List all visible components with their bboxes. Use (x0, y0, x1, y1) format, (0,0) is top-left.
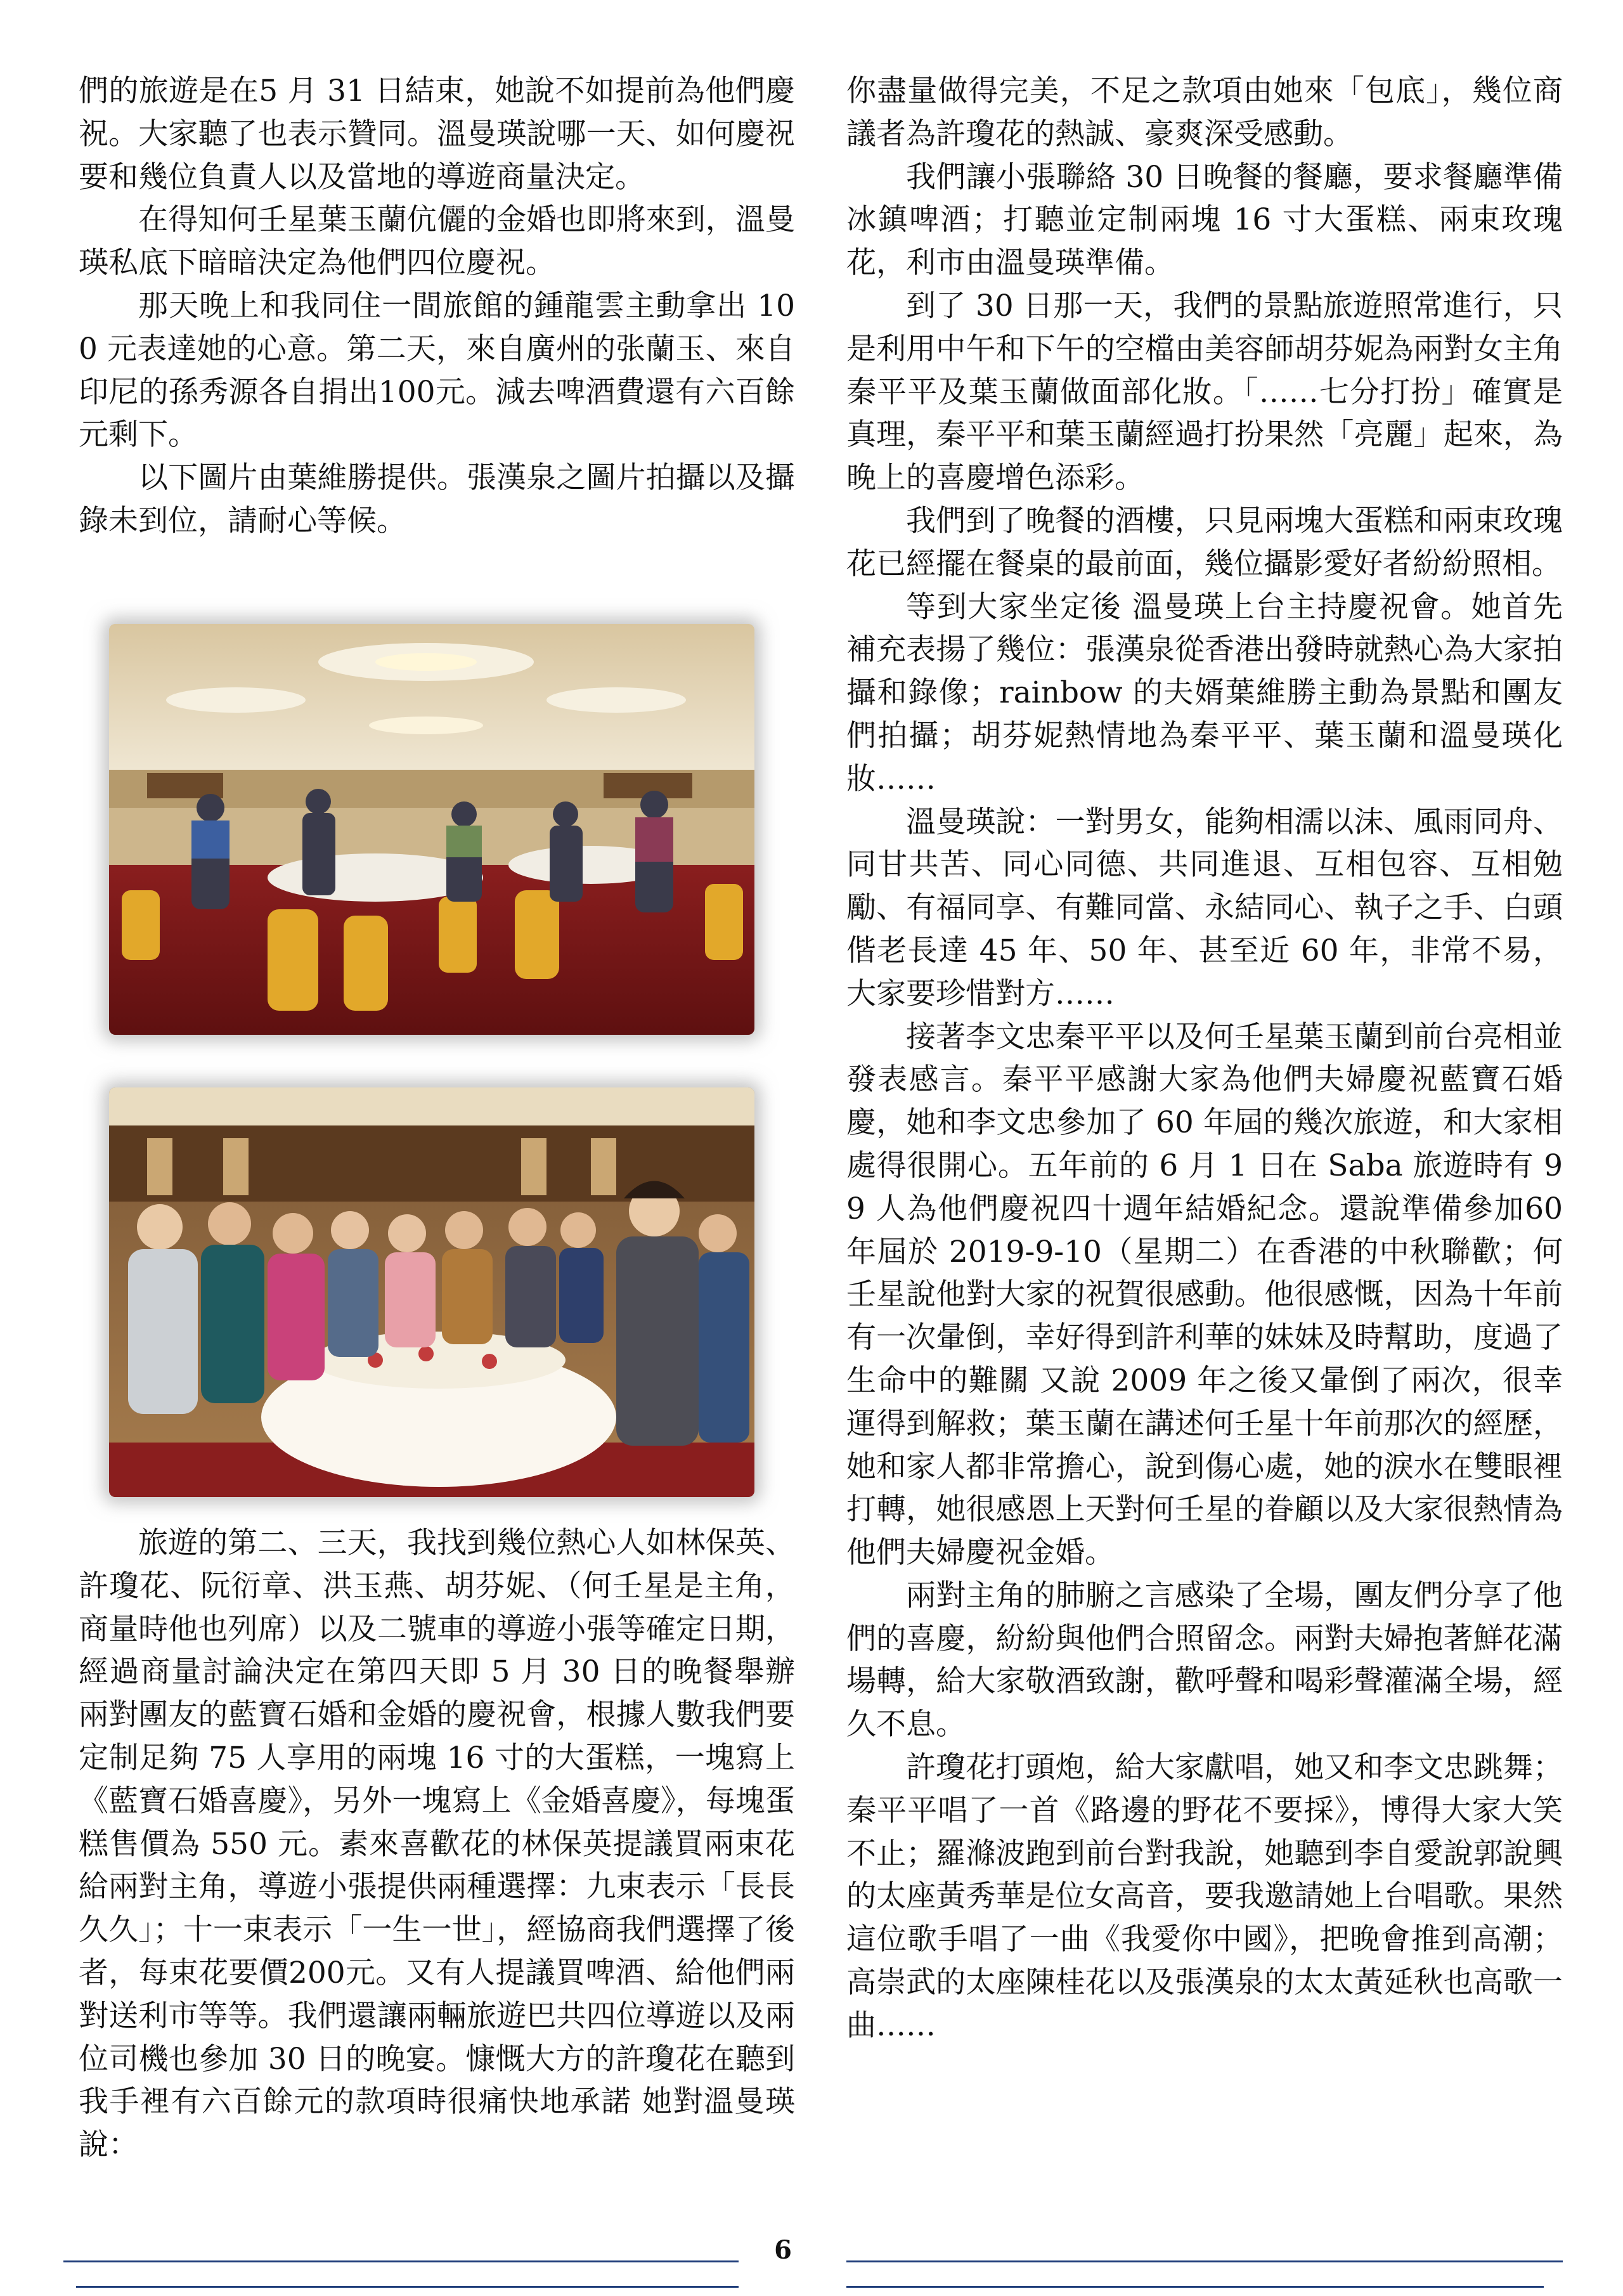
paragraph: 你盡量做得完美，不足之款項由她來「包底」，幾位商議者為許瓊花的熱誠、豪爽深受感動。 (846, 74, 1563, 152)
left-column-top (79, 70, 795, 543)
left-column-bottom (79, 1522, 795, 2167)
paragraph: 到了 30 日那一天，我們的景點旅遊照常進行，只是利用中午和下午的空檔由美容師胡芬妮為兩對女主角秦平平及葉玉蘭做面部化妝。「……七分打扮」確實是真理，秦平平和葉玉蘭經過打扮果然「亮麗」起來，為晚上的喜慶增色添彩。 (846, 288, 1563, 496)
paragraph: 我們讓小張聯絡 30 日晚餐的餐廳，要求餐廳準備冰鎮啤酒；打聽並定制兩塊 16 寸大蛋糕、兩束玫瑰花，利市由溫曼瑛準備。 (846, 159, 1563, 281)
page-number: 6 (774, 2235, 792, 2265)
paragraph: 等到大家坐定後 溫曼瑛上台主持慶祝會。她首先補充表揚了幾位：張漢泉從香港出發時就熱心為大家拍攝和錄像；rainbow 的夫婿葉維勝主動為景點和團友們拍攝；胡芬妮熱情地為秦平平、葉玉蘭和溫曼瑛化妝…… (846, 589, 1563, 796)
footer-divider-left-lower (76, 2286, 739, 2288)
paragraph: 溫曼瑛說：一對男女，能夠相濡以沫、風雨同舟、同甘共苦、同心同德、共同進退、互相包容、互相勉勵、有福同享、有難同當、永結同心、執子之手、白頭偕老長達 45 年、50 年、甚至近 60 年，非常不易，大家要珍惜對方…… (846, 804, 1563, 1011)
toasting-group-photo (109, 1087, 754, 1497)
paragraph: 以下圖片由葉維勝提供。張漢泉之圖片拍攝以及攝錄未到位，請耐心等候。 (79, 460, 795, 538)
paragraph: 們的旅遊是在5 月 31 日結束，她說不如提前為他們慶祝。大家聽了也表示贊同。溫曼瑛說哪一天、如何慶祝要和幾位負責人以及當地的導遊商量決定。 (79, 74, 795, 195)
footer-divider-left (63, 2260, 739, 2262)
paragraph: 接著李文忠秦平平以及何壬星葉玉蘭到前台亮相並發表感言。秦平平感謝大家為他們夫婦慶祝藍寶石婚慶，她和李文忠參加了 60 年屆的幾次旅遊，和大家相處得很開心。五年前的 6 月 1 日在 Saba 旅遊時有 99 人為他們慶祝四十週年結婚紀念。還說準備參加60年屆於 2019-9-10（星期二）在香港的中秋聯歡；何壬星說他對大家的祝賀很感動。他很感慨，因為十年前有一次暈倒，幸好得到許利華的妹妹及時幫助，度過了生命中的難關 又說 2009 年之後又暈倒了兩次，很幸運得到解救；葉玉蘭在講述何壬星十年前那次的經歷，她和家人都非常擔心，說到傷心處，她的淚水在雙眼裡打轉，她很感恩上天對何壬星的眷顧以及大家很熱情為他們夫婦慶祝金婚。 (846, 1019, 1563, 1571)
paragraph: 那天晚上和我同住一間旅館的鍾龍雲主動拿出 100 元表達她的心意。第二天，來自廣州的张蘭玉、來自印尼的孫秀源各自捐出100元。減去啤酒費還有六百餘元剩下。 (79, 288, 795, 453)
paragraph: 在得知何壬星葉玉蘭伉儷的金婚也即將來到，溫曼瑛私底下暗暗決定為他們四位慶祝。 (79, 202, 795, 281)
paragraph: 兩對主角的肺腑之言感染了全場，團友們分享了他們的喜慶，紛紛與他們合照留念。兩對夫婦抱著鮮花滿場轉，給大家敬酒致謝，歡呼聲和喝彩聲灌滿全場，經久不息。 (846, 1578, 1563, 1742)
paragraph: 我們到了晚餐的酒樓，只見兩塊大蛋糕和兩束玫瑰花已經擺在餐桌的最前面，幾位攝影愛好者紛紛照相。 (846, 503, 1563, 581)
footer-divider-right-lower (846, 2286, 1544, 2288)
paragraph: 許瓊花打頭炮，給大家獻唱，她又和李文忠跳舞；秦平平唱了一首《路邊的野花不要採》，博得大家大笑不止；羅滌波跑到前台對我說，她聽到李自愛說郭說興的太座黃秀華是位女高音，要我邀請她上台唱歌。果然這位歌手唱了一曲《我愛你中國》，把晚會推到高潮；高崇武的太座陳桂花以及張漢泉的太太黃延秋也高歌一曲…… (846, 1750, 1563, 2043)
footer-divider-right (846, 2260, 1563, 2262)
paragraph: 旅遊的第二、三天，我找到幾位熱心人如林保英、許瓊花、阮衍章、洪玉燕、胡芬妮、（何壬星是主角，商量時他也列席）以及二號車的導遊小張等確定日期，經過商量討論決定在第四天即 5 月 30 日的晚餐舉辦兩對團友的藍寶石婚和金婚的慶祝會，根據人數我們要定制足夠 75 人享用的兩塊 16 寸的大蛋糕，一塊寫上《藍寶石婚喜慶》，另外一塊寫上《金婚喜慶》，每塊蛋糕售價為 550 元。素來喜歡花的林保英提議買兩束花給兩對主角，導遊小張提供兩種選擇：九束表示「長長久久」；十一束表示「一生一世」，經協商我們選擇了後者，每束花要價200元。又有人提議買啤酒、給他們兩對送利市等等。我們還讓兩輛旅遊巴共四位導遊以及兩位司機也參加 30 日的晚宴。慷慨大方的許瓊花在聽到我手裡有六百餘元的款項時很痛快地承諾 她對溫曼瑛說： (79, 1526, 795, 2163)
banquet-hall-photo (109, 624, 754, 1035)
right-column (846, 70, 1563, 2047)
